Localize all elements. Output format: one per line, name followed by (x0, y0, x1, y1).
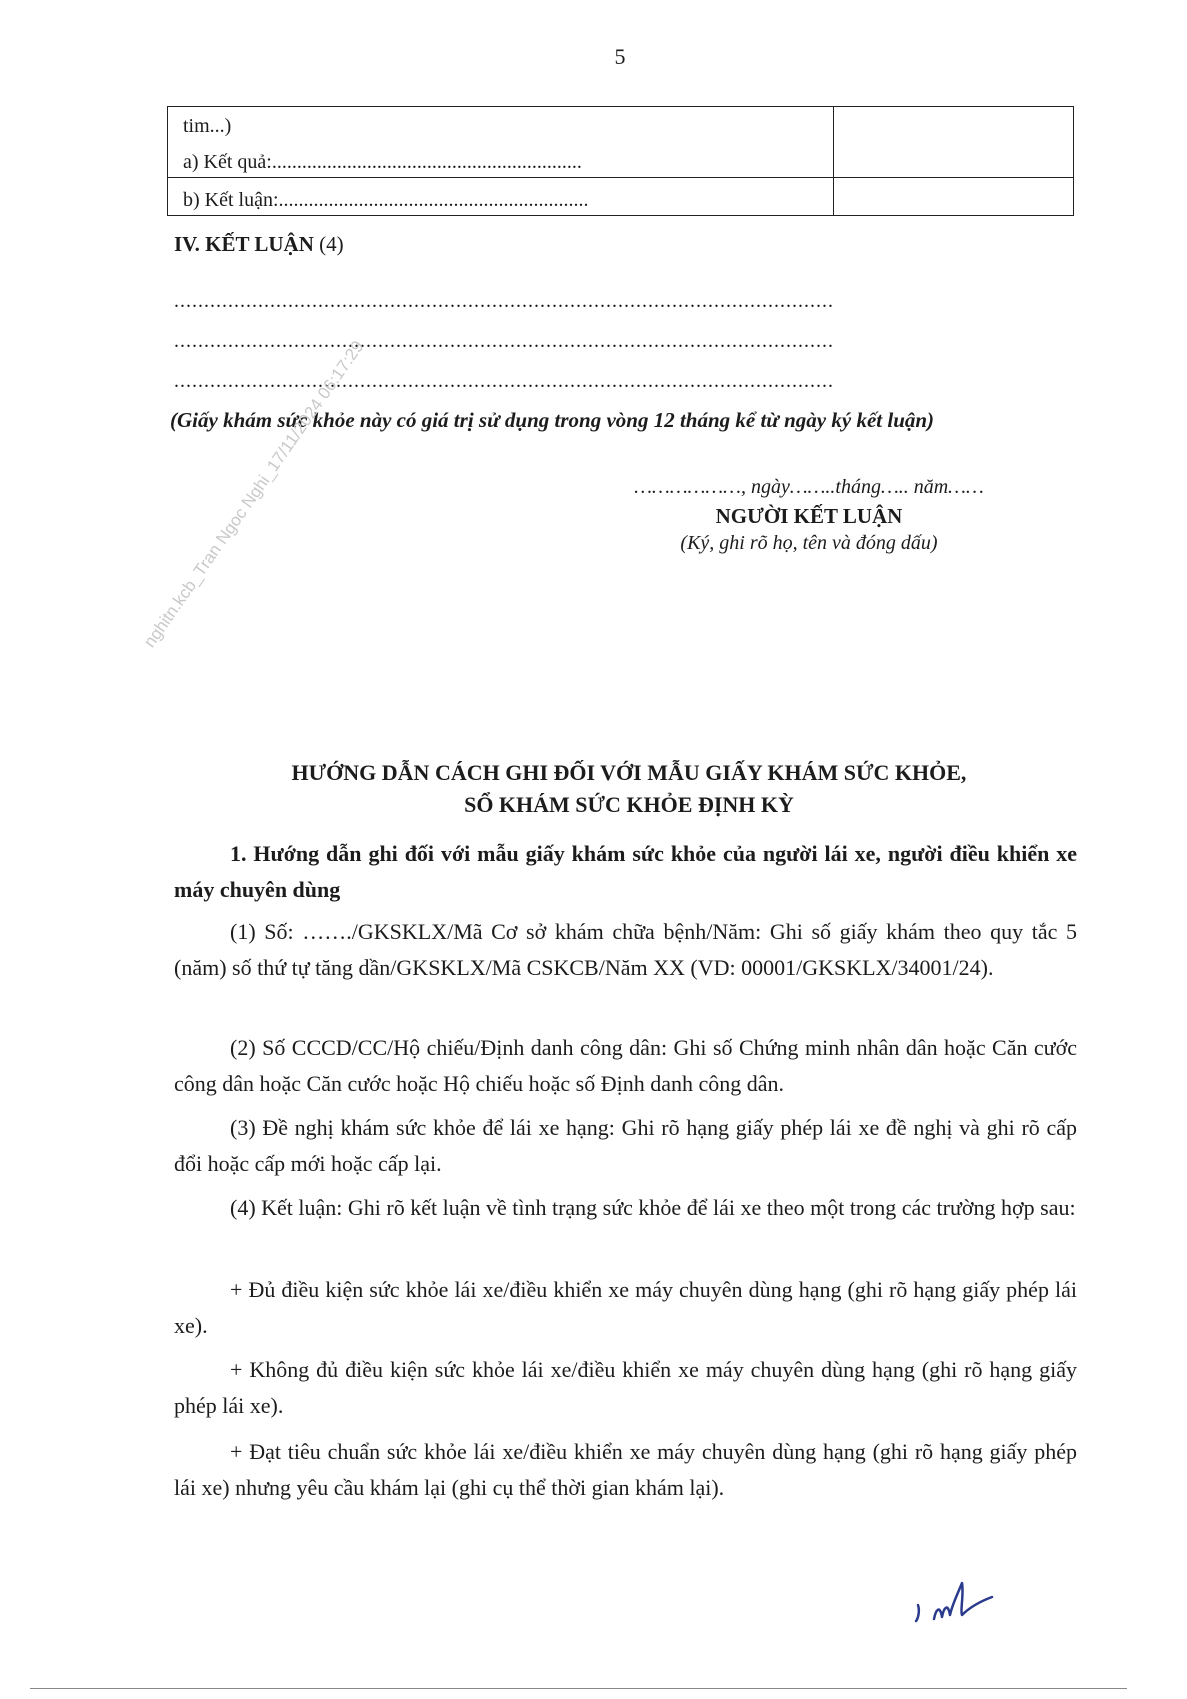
section-iv-note: (4) (319, 232, 344, 256)
table-result-line: a) Kết quả:.............................................................. (183, 151, 582, 173)
section-iv-title: IV. KẾT LUẬN (174, 232, 314, 256)
results-table (167, 106, 1074, 216)
guide-section-1-heading: 1. Hướng dẫn ghi đối với mẫu giấy khám sức khỏe của người lái xe, người điều khiển xe máy chuyên dùng (174, 841, 1077, 902)
guide-item: (3) Đề nghị khám sức khỏe để lái xe hạng: Ghi rõ hạng giấy phép lái xe đề nghị và ghi rõ cấp đổi hoặc cấp mới hoặc cấp lại. (174, 1115, 1077, 1176)
date-line: ………………, ngày……..tháng….. năm…… (634, 476, 984, 498)
handwritten-initials (912, 1575, 1012, 1625)
validity-note: (Giấy khám sức khỏe này có giá trị sử dụng trong vòng 12 tháng kể từ ngày ký kết luận) (170, 408, 935, 432)
table-conclusion-line: b) Kết luận:.............................................................. (183, 189, 589, 211)
guide-item: (1) Số: ……./GKSKLX/Mã Cơ sở khám chữa bệnh/Năm: Ghi số giấy khám theo quy tắc 5 (năm) số thứ tự tăng dần/GKSKLX/Mã CSKCB/Năm XX (VD: 00001/GKSKLX/34001/24). (174, 919, 1077, 980)
signer-title: NGƯỜI KẾT LUẬN (715, 504, 903, 528)
page-number: 5 (614, 44, 626, 69)
table-text-continued: tim...) (183, 115, 232, 137)
page-bottom-edge (30, 1688, 1127, 1689)
guide-item: (2) Số CCCD/CC/Hộ chiếu/Định danh công dân: Ghi số Chứng minh nhân dân hoặc Căn cước công dân hoặc Căn cước hoặc Hộ chiếu hoặc số Định danh công dân. (174, 1035, 1077, 1096)
dotted-line: .............................................................................................................. (174, 290, 834, 312)
watermark: nghitn.kcb_Tran Ngoc Nghi_17/11/2024 06:17:29 (140, 337, 368, 651)
guide-item: + Đạt tiêu chuẩn sức khỏe lái xe/điều khiển xe máy chuyên dùng hạng (ghi rõ hạng giấy phép lái xe) nhưng yêu cầu khám lại (ghi cụ thể thời gian khám lại). (174, 1439, 1077, 1500)
guide-title-line1: HƯỚNG DẪN CÁCH GHI ĐỐI VỚI MẪU GIẤY KHÁM SỨC KHỎE, (291, 760, 967, 785)
guide-item: (4) Kết luận: Ghi rõ kết luận về tình trạng sức khỏe để lái xe theo một trong các trường hợp sau: (230, 1195, 1076, 1220)
guide-item: + Không đủ điều kiện sức khỏe lái xe/điều khiển xe máy chuyên dùng hạng (ghi rõ hạng giấy phép lái xe). (174, 1357, 1077, 1418)
table-column-divider (833, 107, 834, 215)
guide-item: + Đủ điều kiện sức khỏe lái xe/điều khiển xe máy chuyên dùng hạng (ghi rõ hạng giấy phép lái xe). (174, 1277, 1077, 1338)
signer-note: (Ký, ghi rõ họ, tên và đóng dấu) (680, 532, 938, 554)
dotted-line: .............................................................................................................. (174, 370, 834, 392)
dotted-line: .............................................................................................................. (174, 330, 834, 352)
guide-title-line2: SỔ KHÁM SỨC KHỎE ĐỊNH KỲ (464, 792, 794, 817)
section-iv-heading (174, 232, 344, 257)
table-row-divider (168, 177, 1073, 178)
